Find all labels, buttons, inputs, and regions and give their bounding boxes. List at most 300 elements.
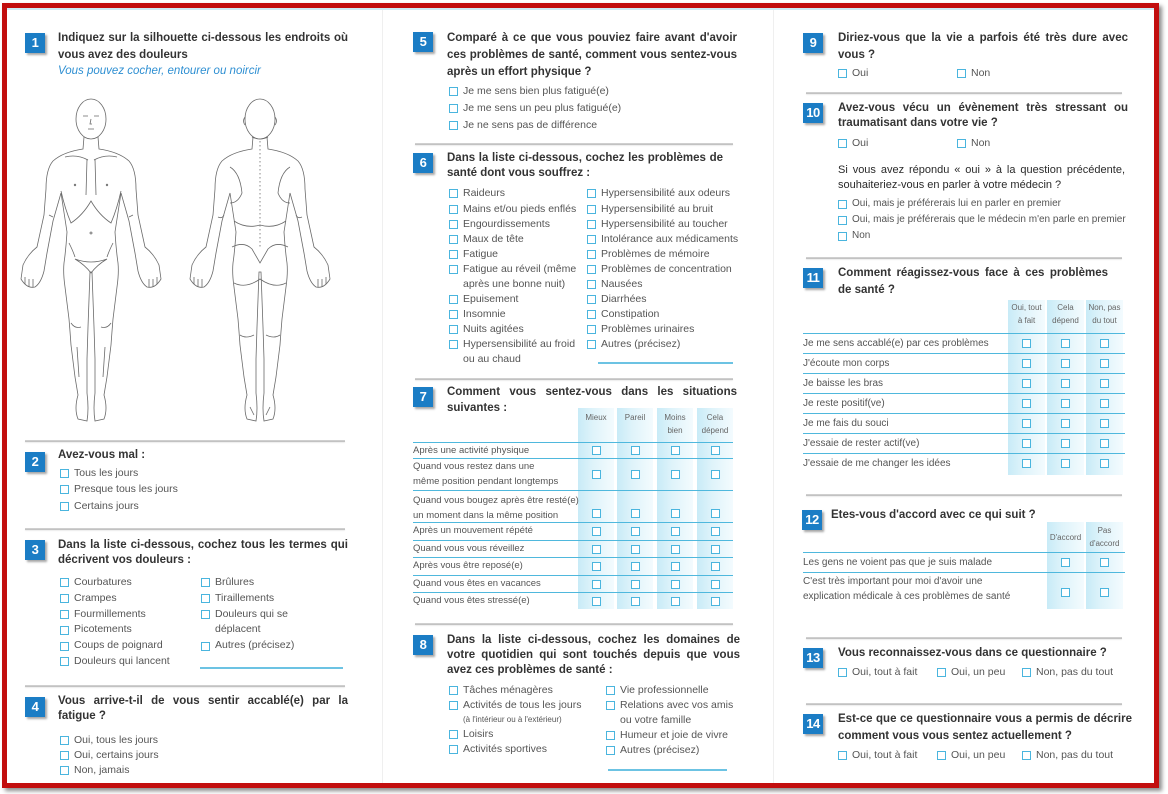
checkbox[interactable] [838,139,847,148]
option-label: Douleurs qui lancent [74,655,170,668]
question-4-title: Vous arrive-t-il de vous sentir accablé(e) par la fatigue ? [58,695,348,722]
q6-option-intolerance-medicaments[interactable] [587,232,738,247]
option-label: Relations avec vos amis ou votre famille [620,698,734,726]
checkbox[interactable] [60,485,69,494]
checkbox[interactable] [957,139,966,148]
checkbox[interactable] [838,69,847,78]
checkbox-pareil[interactable] [631,545,640,554]
checkbox[interactable] [449,220,458,229]
q8-option-taches-menageres[interactable] [449,683,581,698]
q2-option-3[interactable] [60,498,178,515]
q6-option-mains-pieds-enfles[interactable] [449,202,581,217]
q3-option-douleurs-qui-lancent[interactable] [60,654,170,670]
option-label: Vie professionnelle [620,683,709,696]
q10-option-non[interactable] [957,135,990,151]
question-13-options [838,664,1125,680]
checkbox[interactable] [449,340,458,349]
q2-option-1[interactable] [60,465,178,482]
body-front-figure[interactable] [21,99,161,421]
checkbox-cela-depend[interactable] [711,509,720,518]
checkbox-oui-tout-a-fait[interactable] [1022,419,1031,428]
q3-option-autres[interactable] [201,638,310,654]
checkbox[interactable] [449,87,458,96]
question-4-number-badge: 4 [25,697,45,717]
question-5-title: Comparé à ce que vous pouviez faire avant d'avoir ces problèmes de santé, comment vous sentez-vous après un effort physique ? [447,31,737,78]
q6-option-problemes-memoire[interactable] [587,247,738,262]
row-label: J'essaie de rester actif(ve) [803,438,920,449]
option-label: Crampes [74,591,117,604]
option-label: Douleurs qui se déplacent [215,607,288,636]
checkbox[interactable] [201,642,210,651]
q6-option-problemes-urinaires[interactable] [587,322,738,337]
q3-option-douleurs-qui-se-deplacent[interactable] [201,607,310,639]
q6-option-autres[interactable] [587,337,738,352]
checkbox-non-pas-du-tout[interactable] [1100,419,1109,428]
checkbox[interactable] [449,310,458,319]
table-row [803,572,1125,609]
option-label: Je ne sens pas de différence [463,118,598,131]
option-label: Oui, tous les jours [74,733,159,746]
q6-option-nuits-agitees[interactable] [449,322,581,337]
checkbox[interactable] [60,736,69,745]
checkbox[interactable] [587,250,596,259]
checkbox-mieux[interactable] [592,509,601,518]
q8-option-activites-sportives[interactable] [449,742,581,757]
checkbox[interactable] [201,610,210,619]
separator [806,494,1122,496]
checkbox[interactable] [606,686,615,695]
q4-option-3[interactable] [60,763,159,778]
checkbox-cela-depend[interactable] [711,545,720,554]
checkbox[interactable] [1022,751,1031,760]
checkbox-cela-depend[interactable] [711,580,720,589]
option-label: Constipation [601,308,660,321]
q5-option-1[interactable] [449,83,621,100]
question-10-number-badge: 10 [803,103,823,123]
question-3-options-right [201,575,310,654]
option-label: Oui [852,137,869,149]
question-1-title: Indiquez sur la silhouette ci-dessous les endroits où vous avez des douleurs [58,31,348,61]
column-header-d-accord: D'accord [1049,532,1082,542]
separator [415,623,733,625]
q8-option-humeur[interactable] [606,728,738,743]
option-label: Loisirs [463,727,494,740]
q9-option-non[interactable] [957,65,990,81]
separator [806,257,1122,259]
checkbox-mieux[interactable] [592,580,601,589]
separator [25,440,345,442]
question-6-options-left [449,186,581,367]
checkbox[interactable] [587,205,596,214]
checkbox-cela-depend[interactable] [1061,399,1070,408]
option-label: Insomnie [463,308,506,321]
q3-option-fourmillements[interactable] [60,607,170,623]
q3-option-courbatures[interactable] [60,575,170,591]
option-label: Mains et/ou pieds enflés [463,202,577,215]
checkbox-cela-depend[interactable] [1061,339,1070,348]
option-label: Brûlures [215,576,255,589]
checkbox[interactable] [449,730,458,739]
checkbox[interactable] [449,686,458,695]
checkbox-cela-depend[interactable] [711,527,720,536]
option-label: Non [971,137,991,149]
option-label: Oui, mais je préférerais lui en parler en premier [852,198,1061,209]
table-row [413,442,733,458]
row-label: Je baisse les bras [803,378,884,389]
question-12-title: Etes-vous d'accord avec ce qui suit ? [831,509,1036,521]
checkbox-moins-bien[interactable] [671,527,680,536]
q8-option-relations[interactable] [606,698,738,728]
column-header-pas-d-accord: Pas d'accord [1089,526,1120,548]
question-2-title: Avez-vous mal : [58,449,146,461]
row-label: Je me sens accablé(e) par ces problèmes [803,338,989,349]
checkbox-cela-depend[interactable] [1061,439,1070,448]
checkbox-moins-bien[interactable] [671,545,680,554]
q10-followup-option-2[interactable] [838,212,1126,228]
checkbox[interactable] [60,469,69,478]
option-label: Je me sens bien plus fatigué(e) [463,84,609,97]
option-label: Raideurs [463,187,506,200]
checkbox-cela-depend[interactable] [1061,459,1070,468]
table-row [413,458,733,490]
body-back-figure[interactable] [190,99,330,421]
question-13-title: Vous reconnaissez-vous dans ce questionnaire ? [838,647,1107,659]
checkbox-non-pas-du-tout[interactable] [1100,439,1109,448]
q6-option-engourdissements[interactable] [449,217,581,232]
question-6-number-badge: 6 [413,153,433,173]
row-label: Quand vous vous réveillez [413,543,525,554]
checkbox-oui-tout-a-fait[interactable] [1022,399,1031,408]
option-label: Hypersensibilité aux odeurs [601,187,730,200]
checkbox[interactable] [449,250,458,259]
checkbox[interactable] [838,232,847,241]
q8-option-autres[interactable] [606,743,738,758]
checkbox-pareil[interactable] [631,446,640,455]
q10-option-oui[interactable] [838,135,868,151]
row-label: Quand vous bougez après être resté(e) un moment dans la même position [413,495,579,521]
option-label: Intolérance aux médicaments [601,232,739,245]
q6-option-hypersensibilite-froid-chaud[interactable] [449,337,581,367]
checkbox[interactable] [449,295,458,304]
checkbox-cela-depend[interactable] [711,562,720,571]
body-silhouettes[interactable] [0,90,380,435]
checkbox[interactable] [449,189,458,198]
q6-option-hypersensibilite-bruit[interactable] [587,202,738,217]
q3-option-picotements[interactable] [60,622,170,638]
question-9-options [838,65,1038,81]
checkbox[interactable] [60,657,69,666]
q8-option-activites-quotidiennes[interactable] [449,698,581,727]
question-1-number-badge: 1 [25,33,45,53]
question-10-followup-text: Si vous avez répondu « oui » à la question précédente, souhaiteriez-vous en parler à votre médecin ? [838,163,1125,191]
row-label: Les gens ne voient pas que je suis malade [803,557,993,568]
checkbox[interactable] [60,642,69,651]
checkbox-mieux[interactable] [592,562,601,571]
checkbox[interactable] [587,280,596,289]
column-header-cela-depend: Cela dépend [701,413,729,435]
checkbox[interactable] [606,701,615,710]
checkbox[interactable] [449,701,458,710]
checkbox-mieux[interactable] [592,545,601,554]
table-row [803,333,1125,353]
checkbox[interactable] [60,502,69,511]
column-header-non-pas-du-tout: Non, pas du tout [1088,302,1121,325]
checkbox[interactable] [449,205,458,214]
option-label: Oui [852,67,869,79]
question-9-title: Diriez-vous que la vie a parfois été très dure avec vous ? [838,31,1128,61]
question-1-instruction: Vous pouvez cocher, entourer ou noircir [58,64,261,77]
checkbox[interactable] [60,626,69,635]
q8-option-loisirs[interactable] [449,727,581,742]
row-label: Après une activité physique [413,445,530,456]
q4-option-2[interactable] [60,748,159,763]
checkbox-non-pas-du-tout[interactable] [1100,379,1109,388]
option-label: Engourdissements [463,217,550,230]
option-label: Nausées [601,278,643,290]
table-row [413,540,733,557]
checkbox[interactable] [587,220,596,229]
separator [415,378,733,380]
row-label: J'essaie de me changer les idées [803,458,951,469]
q13-option-oui-un-peu[interactable] [937,664,1005,680]
q3-option-coups-de-poignard[interactable] [60,638,170,654]
q6-option-insomnie[interactable] [449,307,581,322]
checkbox-pareil[interactable] [631,562,640,571]
question-8-title: Dans la liste ci-dessous, cochez les domaines de votre quotidien qui sont touchés depuis que vous avez ces problèmes de santé : [447,633,740,676]
q9-option-oui[interactable] [838,65,868,81]
checkbox[interactable] [838,751,847,760]
question-5-options [449,83,621,134]
option-label: Activités sportives [463,742,548,755]
q6-option-hypersensibilite-odeurs[interactable] [587,186,738,201]
checkbox-cela-depend[interactable] [711,470,720,479]
question-6-options-right [587,186,738,352]
question-13-number-badge: 13 [803,648,823,668]
checkbox-mieux[interactable] [592,470,601,479]
checkbox[interactable] [957,69,966,78]
checkbox-oui-tout-a-fait[interactable] [1022,439,1031,448]
checkbox-pas-d-accord[interactable] [1100,588,1109,597]
question-12-number-badge: 12 [802,510,822,530]
checkbox[interactable] [60,610,69,619]
checkbox[interactable] [449,235,458,244]
checkbox[interactable] [449,265,458,274]
q3-other-specify-field[interactable] [200,667,343,669]
checkbox[interactable] [449,325,458,334]
column-header-mieux: Mieux [585,413,607,422]
checkbox-moins-bien[interactable] [671,446,680,455]
option-label: Presque tous les jours [74,483,178,496]
checkbox[interactable] [449,104,458,113]
question-8-number-badge: 8 [413,635,433,655]
checkbox[interactable] [937,751,946,760]
checkbox[interactable] [838,200,847,209]
table-row [803,413,1125,433]
row-label: Je me fais du souci [803,418,889,429]
checkbox-cela-depend[interactable] [711,446,720,455]
top-rule [7,8,1154,10]
checkbox[interactable] [587,265,596,274]
option-label: Humeur et joie de vivre [620,728,728,741]
option-label: Non, pas du tout [1036,749,1114,761]
checkbox-oui-tout-a-fait[interactable] [1022,339,1031,348]
question-2-options [60,465,178,515]
checkbox-mieux[interactable] [592,597,601,606]
question-6-title: Dans la liste ci-dessous, cochez les problèmes de santé dont vous souffrez : [447,151,723,179]
checkbox-pareil[interactable] [631,597,640,606]
q6-option-diarrhees[interactable] [587,292,738,307]
question-10-title: Avez-vous vécu un évènement très stressant ou traumatisant dans votre vie ? [838,101,1128,129]
checkbox-cela-depend[interactable] [1061,379,1070,388]
checkbox[interactable] [587,189,596,198]
row-label: Quand vous restez dans une même position pendant longtemps [413,461,559,487]
q2-option-2[interactable] [60,481,178,498]
option-label: Non [971,67,991,79]
checkbox[interactable] [587,325,596,334]
q14-option-oui-tout-a-fait[interactable] [838,747,917,763]
q5-option-3[interactable] [449,117,621,134]
checkbox[interactable] [937,668,946,677]
option-label: Hypersensibilité au froid ou au chaud [463,338,576,366]
checkbox-moins-bien[interactable] [671,470,680,479]
checkbox[interactable] [587,295,596,304]
option-label: Problèmes de mémoire [601,247,710,260]
checkbox-pareil[interactable] [631,509,640,518]
table-row [803,552,1125,572]
q6-option-epuisement[interactable] [449,292,581,307]
checkbox[interactable] [449,745,458,754]
checkbox[interactable] [201,594,210,603]
separator [806,703,1122,705]
checkbox[interactable] [60,578,69,587]
checkbox-d-accord[interactable] [1061,588,1070,597]
separator [25,528,345,530]
checkbox[interactable] [606,746,615,755]
q10-followup-option-1[interactable] [838,196,1126,212]
checkbox[interactable] [201,578,210,587]
option-label: Oui, tout à fait [852,749,918,761]
option-label: Certains jours [74,499,139,512]
q6-option-fatigue[interactable] [449,247,581,262]
checkbox-mieux[interactable] [592,446,601,455]
checkbox-non-pas-du-tout[interactable] [1100,399,1109,408]
checkbox-moins-bien[interactable] [671,562,680,571]
checkbox-d-accord[interactable] [1061,558,1070,567]
question-2-number-badge: 2 [25,452,45,472]
checkbox[interactable] [60,751,69,760]
q6-option-maux-de-tete[interactable] [449,232,581,247]
q8-option-vie-professionnelle[interactable] [606,683,738,698]
checkbox[interactable] [606,731,615,740]
q6-other-specify-field[interactable] [598,362,733,364]
question-3-title: Dans la liste ci-dessous, cochez tous les termes qui décrivent vos douleurs : [58,538,348,566]
checkbox[interactable] [587,310,596,319]
row-label: Après un mouvement répété [413,525,533,536]
option-label: Autres (précisez) [620,743,700,756]
checkbox[interactable] [60,594,69,603]
checkbox[interactable] [449,121,458,130]
q13-option-oui-tout-a-fait[interactable] [838,664,917,680]
checkbox-oui-tout-a-fait[interactable] [1022,379,1031,388]
q6-option-fatigue-au-reveil[interactable] [449,262,581,292]
q5-option-2[interactable] [449,100,621,117]
checkbox-moins-bien[interactable] [671,597,680,606]
q6-option-raideurs[interactable] [449,186,581,201]
option-label: Courbatures [74,576,132,589]
q8-other-specify-field[interactable] [608,769,727,771]
table-row [413,575,733,592]
q3-option-tiraillements[interactable] [201,591,310,607]
question-7-title: Comment vous sentez-vous dans les situations suivantes : [447,386,737,414]
table-row [413,522,733,540]
question-10-options [838,135,1038,151]
q11-reactions-table [803,300,1125,475]
checkbox-pareil[interactable] [631,470,640,479]
option-label: Autres (précisez) [215,639,295,652]
checkbox[interactable] [587,235,596,244]
q14-option-oui-un-peu[interactable] [937,747,1005,763]
option-label: Autres (précisez) [601,338,681,351]
checkbox[interactable] [838,216,847,225]
option-label-group [463,698,581,727]
checkbox-moins-bien[interactable] [671,509,680,518]
checkbox-non-pas-du-tout[interactable] [1100,339,1109,348]
q10-followup-option-3[interactable] [838,228,1126,244]
checkbox-pas-d-accord[interactable] [1100,558,1109,567]
option-label: Tous les jours [74,466,139,479]
checkbox-cela-depend[interactable] [1061,359,1070,368]
checkbox-pareil[interactable] [631,580,640,589]
option-label: Hypersensibilité au toucher [601,217,728,230]
checkbox[interactable] [60,766,69,775]
checkbox[interactable] [838,668,847,677]
checkbox[interactable] [1022,668,1031,677]
checkbox[interactable] [587,340,596,349]
checkbox-pareil[interactable] [631,527,640,536]
q6-option-problemes-concentration[interactable] [587,262,738,277]
q3-option-brulures[interactable] [201,575,310,591]
checkbox-non-pas-du-tout[interactable] [1100,459,1109,468]
column-divider [773,10,774,783]
option-label: Non, jamais [74,763,130,776]
column-header-pareil: Pareil [624,413,646,422]
question-14-options [838,747,1125,763]
table-row [803,353,1125,373]
option-label: Problèmes urinaires [601,323,695,336]
checkbox-oui-tout-a-fait[interactable] [1022,359,1031,368]
checkbox-non-pas-du-tout[interactable] [1100,359,1109,368]
q6-option-hypersensibilite-toucher[interactable] [587,217,738,232]
option-label: Activités de tous les jours [463,698,582,711]
table-row [803,433,1125,453]
checkbox-cela-depend[interactable] [1061,419,1070,428]
checkbox-mieux[interactable] [592,527,601,536]
q6-option-constipation[interactable] [587,307,738,322]
q13-option-non-pas-du-tout[interactable] [1022,664,1113,680]
q14-option-non-pas-du-tout[interactable] [1022,747,1113,763]
checkbox-oui-tout-a-fait[interactable] [1022,459,1031,468]
q6-option-nausees[interactable] [587,277,738,292]
q4-option-1[interactable] [60,733,159,748]
question-11-title: Comment réagissez-vous face à ces problèmes de santé ? [838,266,1108,296]
option-label: Oui, certains jours [74,748,159,761]
question-4-options [60,733,159,778]
option-label: Problèmes de concentration [601,262,732,275]
q3-option-crampes[interactable] [60,591,170,607]
q7-situations-table [413,408,733,609]
checkbox-cela-depend[interactable] [711,597,720,606]
checkbox-moins-bien[interactable] [671,580,680,589]
